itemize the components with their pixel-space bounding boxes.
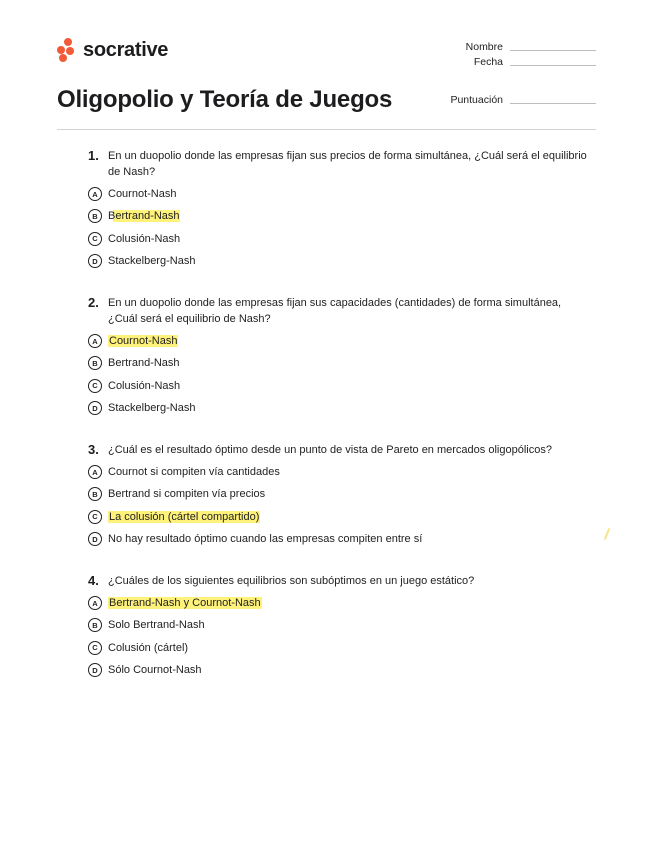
option-text: Stackelberg-Nash	[108, 402, 196, 415]
answer-option-b[interactable]	[88, 483, 588, 505]
highlighted-option-text: La colusión (cártel compartido)	[109, 510, 260, 523]
answer-option-c[interactable]	[88, 228, 588, 250]
option-list	[88, 330, 588, 419]
option-text: No hay resultado óptimo cuando las empresas compiten entre sí	[108, 533, 423, 546]
answer-option-d[interactable]	[88, 250, 588, 272]
answer-option-d[interactable]	[88, 397, 588, 419]
option-text: Cournot si compiten vía cantidades	[108, 466, 280, 479]
option-letter-badge[interactable]: A	[88, 187, 102, 201]
answer-option-b[interactable]	[88, 352, 588, 374]
option-letter-badge[interactable]: A	[88, 334, 102, 348]
answer-option-b[interactable]	[88, 205, 588, 227]
option-list	[88, 461, 588, 550]
option-text: Sólo Cournot-Nash	[108, 664, 202, 677]
answer-option-c[interactable]	[88, 375, 588, 397]
question-1	[88, 148, 588, 272]
answer-option-c[interactable]	[88, 637, 588, 659]
stray-highlight-mark	[604, 528, 610, 540]
question-header	[88, 442, 588, 458]
question-number: 2.	[88, 295, 99, 310]
answer-option-c[interactable]	[88, 506, 588, 528]
option-text: Colusión-Nash	[108, 232, 181, 245]
option-letter-badge[interactable]: C	[88, 232, 102, 246]
socrative-logo-icon	[57, 38, 79, 62]
option-text: Cournot-Nash	[108, 188, 177, 201]
question-number: 1.	[88, 148, 99, 163]
highlighted-option-text: Bertrand-Nash y Cournot-Nash	[109, 597, 261, 610]
name-field[interactable]	[466, 41, 596, 53]
question-2	[88, 295, 588, 419]
option-text: Colusión (cártel)	[108, 641, 189, 654]
question-3	[88, 442, 588, 550]
answer-option-d[interactable]	[88, 659, 588, 681]
option-list	[88, 183, 588, 272]
score-label: Puntuación	[450, 94, 503, 106]
name-label: Nombre	[465, 41, 503, 53]
option-letter-badge[interactable]: D	[88, 663, 102, 677]
question-header	[88, 295, 588, 327]
answer-option-a[interactable]	[88, 330, 588, 352]
socrative-logo	[57, 38, 168, 62]
question-4	[88, 573, 588, 681]
question-number: 4.	[88, 573, 99, 588]
score-line[interactable]	[510, 102, 596, 104]
option-letter-badge[interactable]: A	[88, 465, 102, 479]
option-text: Bertrand si compiten vía precios	[108, 488, 266, 501]
date-field[interactable]	[474, 56, 596, 68]
page-title: Oligopolio y Teoría de Juegos	[57, 86, 393, 113]
date-line[interactable]	[510, 64, 596, 66]
option-letter-badge[interactable]: D	[88, 532, 102, 546]
question-text: En un duopolio donde las empresas fijan sus precios de forma simultánea, ¿Cuál será el equilibrio de Nash?	[108, 150, 587, 178]
question-header	[88, 573, 588, 589]
question-text: ¿Cuál es el resultado óptimo desde un punto de vista de Pareto en mercados oligopólicos?	[108, 444, 552, 456]
answer-option-a[interactable]	[88, 592, 588, 614]
option-text: Colusión-Nash	[108, 379, 181, 392]
option-text: Solo Bertrand-Nash	[108, 619, 205, 632]
option-letter-badge[interactable]: C	[88, 641, 102, 655]
option-letter-badge[interactable]: B	[88, 487, 102, 501]
option-letter-badge[interactable]: C	[88, 510, 102, 524]
answer-option-a[interactable]	[88, 183, 588, 205]
question-text: En un duopolio donde las empresas fijan sus capacidades (cantidades) de forma simultánea, ¿Cuál será el equilibrio de Nash?	[108, 297, 562, 325]
option-letter-badge[interactable]: D	[88, 401, 102, 415]
option-letter-badge[interactable]: A	[88, 596, 102, 610]
answer-option-d[interactable]	[88, 528, 588, 550]
option-list	[88, 592, 588, 681]
option-letter-badge[interactable]: B	[88, 209, 102, 223]
option-letter-badge[interactable]: B	[88, 356, 102, 370]
option-text: Stackelberg-Nash	[108, 255, 196, 268]
highlighted-option-text: Bertrand-Nash	[108, 210, 180, 223]
name-line[interactable]	[510, 49, 596, 51]
question-header	[88, 148, 588, 180]
question-text: ¿Cuáles de los siguientes equilibrios son subóptimos en un juego estático?	[108, 575, 475, 587]
option-letter-badge[interactable]: B	[88, 618, 102, 632]
answer-option-a[interactable]	[88, 461, 588, 483]
option-letter-badge[interactable]: C	[88, 379, 102, 393]
option-letter-badge[interactable]: D	[88, 254, 102, 268]
question-number: 3.	[88, 442, 99, 457]
option-text: Bertrand-Nash	[108, 357, 180, 370]
answer-option-b[interactable]	[88, 614, 588, 636]
date-label: Fecha	[473, 56, 503, 68]
highlighted-option-text: Cournot-Nash	[109, 335, 178, 348]
brand-name: socrative	[83, 38, 169, 61]
header-divider	[57, 129, 596, 130]
score-field[interactable]	[450, 94, 596, 106]
